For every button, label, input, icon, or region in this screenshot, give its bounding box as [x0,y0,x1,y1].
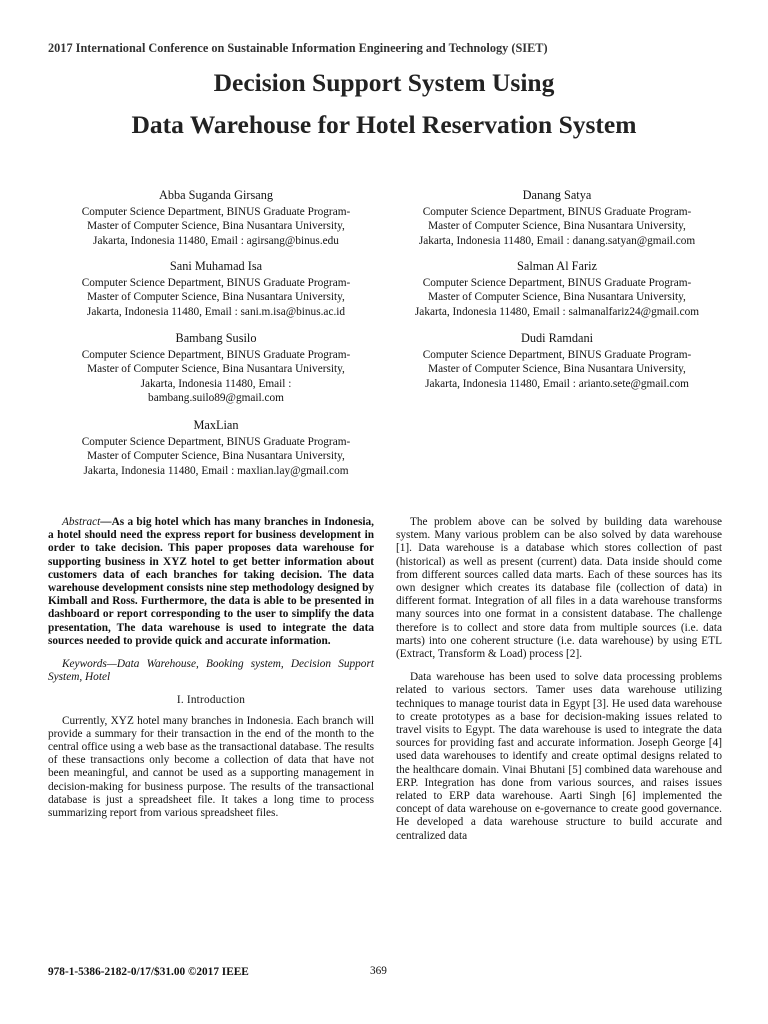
author-affiliation: Computer Science Department, BINUS Graduate Program- [81,276,351,289]
author-block [48,331,384,406]
author-affiliation: Computer Science Department, BINUS Graduate Program- [81,348,351,361]
paper-title-line2: Data Warehouse for Hotel Reservation System [131,110,637,139]
author-block [386,331,728,391]
footer-isbn: 978-1-5386-2182-0/17/$31.00 ©2017 IEEE [48,966,249,978]
page-number: 369 [370,965,387,977]
author-affiliation: Master of Computer Science, Bina Nusantara University, [87,450,345,463]
left-column [48,516,374,820]
keywords-text: —Data Warehouse, Booking system, Decision Support System, Hotel [48,658,374,684]
author-affiliation: Master of Computer Science, Bina Nusantara University, [87,220,345,233]
right-column [396,516,722,843]
intro-paragraph: Currently, XYZ hotel many branches in Indonesia. Each branch will provide a summary for their transaction in the end of the month to the central office using a web base as the transactional database. The results of these transactions only become a collection of data that have not been meaningful, and cannot be used as a supporting management in decision-making for business purpose. The results of the transactional database is just a spreadsheet file. It takes a long time to process summarizing report from various spreadsheet files. [48,714,374,820]
author-email-line: Jakarta, Indonesia 11480, Email : danang.satyan@gmail.com [418,234,696,247]
author-email-line: Jakarta, Indonesia 11480, Email : agirsang@binus.edu [93,234,339,247]
author-name: Bambang Susilo [175,331,257,345]
author-email-line: Jakarta, Indonesia 11480, Email : salmanalfariz24@gmail.com [414,305,700,318]
author-affiliation: Computer Science Department, BINUS Graduate Program- [81,435,351,448]
author-affiliation: Master of Computer Science, Bina Nusantara University, [428,291,686,304]
conference-header: 2017 International Conference on Sustainable Information Engineering and Technology (SIET) [48,41,548,55]
section-heading: I. Introduction [176,694,246,707]
keywords [48,658,374,684]
author-name: Danang Satya [522,188,592,202]
body-paragraph: The problem above can be solved by building data warehouse system. Many various problem can be also solved by data warehouse [1]. Data warehouse is a database which stores collection of past (historical) as well as present (current) data. Data inside should come from different sources called data marts. Each of these sources has its own designer which creates its database file (collection of data) in different format. Integration of all files in a data warehouse transforms many sources into one format in a consistent database. The challenge therefore is to collect and store data from multiple sources (i.e. data marts) into one coherent structure (i.e. data warehouse) by using ETL (Extract, Transform & Load) process [2]. [396,516,722,661]
author-affiliation: Computer Science Department, BINUS Graduate Program- [422,205,692,218]
author-email-line: Jakarta, Indonesia 11480, Email : [140,377,292,390]
author-affiliation: Master of Computer Science, Bina Nusantara University, [428,363,686,376]
author-affiliation: Master of Computer Science, Bina Nusantara University, [428,220,686,233]
author-name: MaxLian [193,418,239,432]
author-email-line: Jakarta, Indonesia 11480, Email : maxlian.lay@gmail.com [83,464,349,477]
author-name: Abba Suganda Girsang [158,188,274,202]
author-name: Dudi Ramdani [520,331,594,345]
author-email-line: Jakarta, Indonesia 11480, Email : sani.m.isa@binus.ac.id [86,305,346,318]
author-name: Salman Al Fariz [517,259,597,273]
paper-title-line1: Decision Support System Using [213,68,555,97]
author-email-line: bambang.suilo89@gmail.com [148,392,284,405]
author-block [386,188,728,248]
author-affiliation: Computer Science Department, BINUS Graduate Program- [81,205,351,218]
author-block [48,188,384,248]
author-block [48,259,384,319]
author-block [48,418,384,478]
author-name: Sani Muhamad Isa [169,259,263,273]
author-block [386,259,728,319]
abstract-text: —As a big hotel which has many branches in Indonesia, a hotel should need the express report for business development in order to take decision. This paper proposes data warehouse for supporting business in XYZ hotel to get better information about customers data of each branches for taking decision. The data warehouse development consists nine step methodology designed by Kimball and Ross. Furthermore, the data is able to be presented in dashboard or report corresponding to the user to simplify the data presentation, The data warehouse is used to integrate the data sources needed to provide quick and accurate information. [48,516,374,647]
author-email-line: Jakarta, Indonesia 11480, Email : arianto.sete@gmail.com [425,377,689,390]
abstract [48,516,374,648]
abstract-label: Abstract [62,516,101,528]
body-paragraph: Data warehouse has been used to solve data processing problems related to various sectors. Tamer uses data warehouse utilizing techniques to manage tourist data in Egypt [3]. He used data warehouse to create prototypes as a base for decision-making issues related to travel visits to Egypt. The data warehouse is used to integrate the data sources for providing fast and accurate information. Joseph George [4] used data warehouses to identify and create optimal designs related to the healthcare domain. Vinai Bhutani [5] combined data warehouse and ERP. Integration has done from various sources, and raises issues related to ERP data warehouse. Aarti Singh [6] implemented the concept of data warehouse on e-governance to create good governance. He developed a data warehouse structure to build accurate and centralized data [396,671,722,842]
author-affiliation: Master of Computer Science, Bina Nusantara University, [87,291,345,304]
author-affiliation: Computer Science Department, BINUS Graduate Program- [422,348,692,361]
keywords-label: Keywords [62,658,107,671]
author-affiliation: Computer Science Department, BINUS Graduate Program- [422,276,692,289]
author-affiliation: Master of Computer Science, Bina Nusantara University, [87,363,345,376]
